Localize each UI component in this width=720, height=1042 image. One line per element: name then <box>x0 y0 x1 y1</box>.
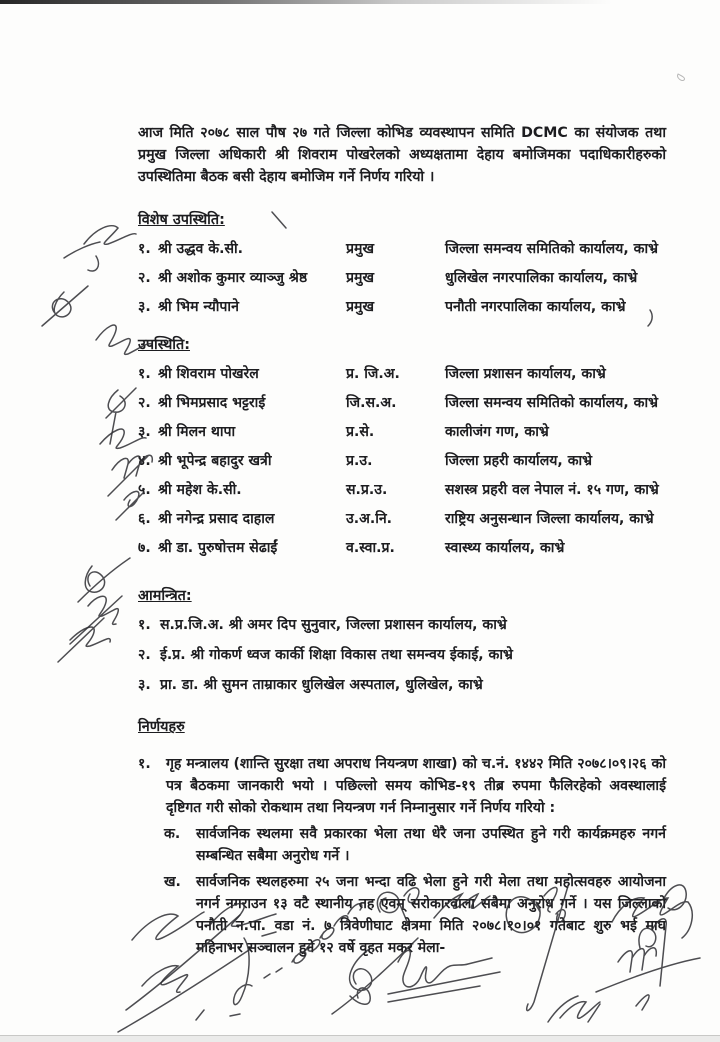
attendee-office: जिल्ला समन्वय समितिको कार्यालय, काभ्रे <box>445 241 659 257</box>
attendee-name: श्री भिमप्रसाद भट्टराई <box>158 395 266 411</box>
section-invited <box>138 585 666 696</box>
attendee-row <box>138 392 666 414</box>
attendee-role: प्र.से. <box>346 424 375 440</box>
row-number: १. <box>138 366 151 382</box>
attendee-role: प्रमुख <box>346 241 374 257</box>
attendee-office: पनौती नगरपालिका कार्यालय, काभ्रे <box>445 299 626 315</box>
row-number: ३. <box>138 677 151 693</box>
decision-subitem <box>164 823 666 867</box>
attendee-role: स.प्र.उ. <box>346 482 388 498</box>
intro-paragraph: आज मिति २०७८ साल पौष २७ गते जिल्ला कोभिड व्यवस्थापन समिति DCMC का संयोजक तथा प्रमुख जिल्ला अधिकारी श्री शिवराम पोखरेलको अध्यक्षतामा देहाय बमोजिमका पदाधिकारीहरुको उपस्थितिमा बैठक बसी देहाय बमोजिम गर्ने निर्णय गरियो । <box>138 125 666 185</box>
subitem-text: सार्वजनिक स्थलमा सवै प्रकारका भेला तथा धेरै जना उपस्थित हुने गरी कार्यक्रमहरु नगर्न सम्बन्धित सबैमा अनुरोध गर्ने । <box>196 826 666 864</box>
special-attendance-heading: विशेष उपस्थिति: <box>138 212 225 228</box>
attendee-name: श्री उद्धव के.सी. <box>158 241 243 257</box>
invited-text: ई.प्र. श्री गोकर्ण ध्वज कार्की शिक्षा विकास तथा समन्वय ईकाई, काभ्रे <box>160 647 513 663</box>
decision-subitem <box>164 871 666 959</box>
decision-text: गृह मन्त्रालय (शान्ति सुरक्षा तथा अपराध नियन्त्रण शाखा) को च.नं. १४४२ मिति २०७८।०९।२६ को पत्र बैठकमा जानकारी भयो । पछिल्लो समय कोभिड-१९ तीब्र रुपमा फैलिरहेको अवस्थालाई दृष्टिगत गरी सोको रोकथाम तथा नियन्त्रण गर्न निम्नानुसार गर्ने निर्णय गरियो : <box>166 756 666 816</box>
invited-row <box>138 674 666 696</box>
signature-squiggle <box>58 618 110 662</box>
attendee-role: उ.अ.नि. <box>346 511 393 527</box>
signature-squiggle <box>118 948 252 1032</box>
row-number: १. <box>138 617 151 633</box>
attendee-role: प्रमुख <box>346 299 374 315</box>
attendee-row <box>138 421 666 443</box>
attendee-name: श्री भूपेन्द्र बहादुर खत्री <box>158 453 272 469</box>
section-decisions <box>138 716 666 959</box>
decisions-heading: निर्णयहरु <box>138 719 185 735</box>
attendee-row <box>138 508 666 530</box>
attendee-name: श्री भिम न्यौपाने <box>158 299 239 315</box>
invited-text: प्रा. डा. श्री सुमन ताम्राकार धुलिखेल अस्पताल, धुलिखेल, काभ्रे <box>160 677 483 693</box>
document-content <box>138 122 666 959</box>
attendee-office: जिल्ला प्रहरी कार्यालय, काभ्रे <box>445 453 593 469</box>
signature-squiggle <box>78 558 130 602</box>
row-number: १. <box>138 241 151 257</box>
row-number: २. <box>138 270 151 286</box>
attendee-row <box>138 238 666 260</box>
attendee-row <box>138 363 666 385</box>
row-number: ७. <box>138 540 151 556</box>
signature-squiggle <box>42 286 88 326</box>
signature-squiggle <box>106 388 136 444</box>
attendee-role: व.स्वा.प्र. <box>346 540 395 556</box>
attendee-row <box>138 296 666 318</box>
section-special-attendance <box>138 209 666 318</box>
attendee-name: श्री नगेन्द्र प्रसाद दाहाल <box>158 511 275 527</box>
attendee-row <box>138 450 666 472</box>
attendee-role: प्रमुख <box>346 270 374 286</box>
smudge-mark <box>678 74 685 81</box>
attendee-row <box>138 479 666 501</box>
attendee-name: श्री डा. पुरुषोत्तम सेढाईं <box>158 540 278 556</box>
attendance-heading: उपस्थिति: <box>138 337 190 353</box>
subitem-text: सार्वजनिक स्थलहरुमा २५ जना भन्दा वढि भेला हुने गरी मेला तथा महोत्सवहरु आयोजना नगर्न नगराउन १३ वटै स्थानीय तह एवम् सरोकारवाला सबैमा अनुरोध गर्ने । यस जिल्लाको पनौती न.पा. वडा नं. ७ त्रिवेणीघाट क्षेत्रमा मिति २०७८।१०।०१ गतेबाट शुरु भई माघ महिनाभर सञ्चालन हुने १२ वर्षे वृहत मकर मेला- <box>196 874 666 956</box>
signature-squiggle <box>548 996 600 1022</box>
attendee-name: श्री अशोक कुमार व्याञ्जु श्रेष्ठ <box>158 270 308 286</box>
invited-heading: आमन्त्रित: <box>138 588 192 604</box>
attendee-office: कालीजंग गण, काभ्रे <box>445 424 549 440</box>
row-number: ३. <box>138 299 151 315</box>
attendee-role: जि.स.अ. <box>346 395 397 411</box>
row-number: २. <box>138 395 151 411</box>
row-number: १. <box>138 756 151 772</box>
attendee-row <box>138 537 666 559</box>
signature-squiggle <box>70 596 122 644</box>
attendee-office: सशस्त्र प्रहरी वल नेपाल नं. १५ गण, काभ्रे <box>445 482 659 498</box>
row-number: ६. <box>138 511 151 527</box>
attendee-role: प्र.उ. <box>346 453 373 469</box>
scan-edge-top <box>0 0 720 4</box>
attendee-office: स्वास्थ्य कार्यालय, काभ्रे <box>445 540 565 556</box>
attendee-name: श्री मिलन थापा <box>158 424 236 440</box>
attendee-office: जिल्ला प्रशासन कार्यालय, काभ्रे <box>445 366 606 382</box>
subitem-letter: ख. <box>164 874 181 890</box>
signature-squiggle <box>64 226 136 271</box>
attendee-office: धुलिखेल नगरपालिका कार्यालय, काभ्रे <box>445 270 638 286</box>
invited-row <box>138 614 666 636</box>
invited-row <box>138 644 666 666</box>
row-number: २. <box>138 647 151 663</box>
attendee-office: राष्ट्रिय अनुसन्धान जिल्ला कार्यालय, काभ्रे <box>445 511 654 527</box>
invited-text: स.प्र.जि.अ. श्री अमर दिप सुनुवार, जिल्ला प्रशासन कार्यालय, काभ्रे <box>160 617 507 633</box>
row-number: ३. <box>138 424 151 440</box>
row-number: ५. <box>138 482 151 498</box>
section-attendance <box>138 334 666 559</box>
subitem-letter: क. <box>164 826 181 842</box>
decision-item <box>138 753 666 819</box>
attendee-role: प्र. जि.अ. <box>346 366 400 382</box>
row-number: ४. <box>138 453 151 469</box>
attendee-name: श्री शिवराम पोखरेल <box>158 366 259 382</box>
scan-edge-bottom <box>0 1035 720 1042</box>
attendee-office: जिल्ला समन्वय समितिको कार्यालय, काभ्रे <box>445 395 659 411</box>
attendee-name: श्री महेश के.सी. <box>158 482 242 498</box>
attendee-row <box>138 267 666 289</box>
